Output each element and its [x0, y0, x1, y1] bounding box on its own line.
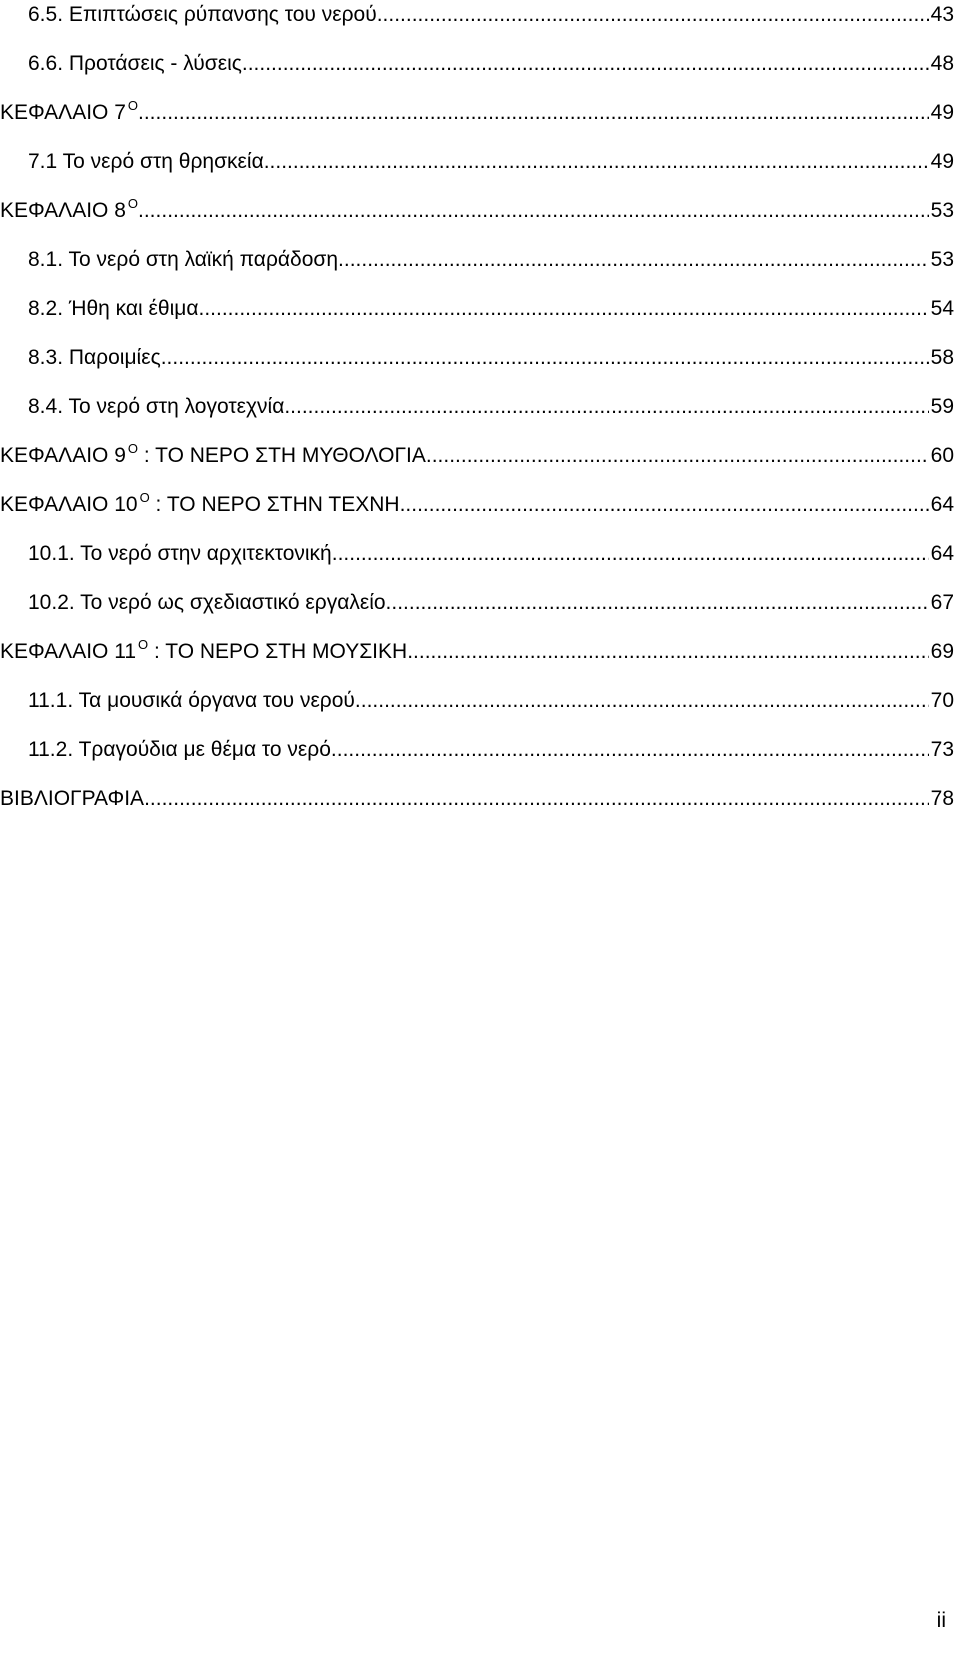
toc-entry[interactable] — [0, 686, 960, 716]
toc-page-number: 49 — [930, 101, 954, 124]
toc-entry-subtitle: : ΤΟ ΝΕΡΟ ΣΤΗ ΜΟΥΣΙΚΗ — [148, 640, 408, 663]
toc-dot-leader — [407, 637, 928, 667]
toc-entry[interactable] — [0, 539, 960, 569]
toc-page-number: 60 — [930, 444, 954, 467]
toc-entry-line — [28, 294, 960, 324]
toc-entry-label: 10.2. Το νερό ως σχεδιαστικό εργαλείο — [28, 591, 386, 614]
toc-entry-line — [28, 343, 960, 373]
toc-dot-leader — [264, 147, 929, 177]
toc-entry[interactable] — [0, 490, 960, 520]
toc-entry-title — [28, 392, 284, 422]
toc-entry[interactable] — [0, 294, 960, 324]
toc-entry-title — [0, 441, 426, 473]
toc-dot-leader — [161, 343, 929, 373]
toc-entry-title — [28, 343, 161, 373]
toc-entry-line — [28, 245, 960, 275]
toc-entry-label: ΚΕΦΑΛΑΙΟ 10 — [0, 493, 138, 516]
toc-entry-line — [0, 637, 960, 669]
toc-entry-title — [0, 637, 407, 669]
toc-entry[interactable] — [0, 441, 960, 471]
toc-entry-line — [0, 490, 960, 522]
toc-entry-line — [28, 392, 960, 422]
toc-page-number: 58 — [930, 346, 954, 369]
toc-entry-label: 11.2. Τραγούδια με θέμα το νερό — [28, 738, 331, 761]
toc-entry-line — [0, 196, 960, 228]
toc-entry[interactable] — [0, 637, 960, 667]
toc-dot-leader — [332, 539, 929, 569]
toc-entry-line — [28, 686, 960, 716]
toc-entry-title — [28, 294, 198, 324]
toc-dot-leader — [331, 735, 929, 765]
toc-entry-label: 10.1. Το νερό στην αρχιτεκτονική — [28, 542, 332, 565]
toc-entry[interactable] — [0, 343, 960, 373]
toc-entry-title — [28, 147, 264, 177]
toc-dot-leader — [386, 588, 929, 618]
toc-entry-superscript: Ο — [127, 196, 139, 211]
toc-entry-title — [28, 686, 355, 716]
toc-dot-leader — [138, 196, 929, 226]
toc-entry-subtitle: : ΤΟ ΝΕΡΟ ΣΤΗ ΜΥΘΟΛΟΓΙΑ — [138, 444, 426, 467]
toc-entry[interactable] — [0, 784, 960, 814]
toc-entry-line — [28, 49, 960, 79]
toc-entry-title — [0, 490, 400, 522]
toc-entry[interactable] — [0, 147, 960, 177]
toc-entry-title — [0, 196, 138, 228]
toc-page-number: 53 — [930, 199, 954, 222]
toc-entry-line — [28, 735, 960, 765]
toc-page-number: 64 — [930, 493, 954, 516]
toc-page-number: 48 — [930, 52, 954, 75]
toc-entry-title — [28, 588, 386, 618]
toc-entry-label: ΚΕΦΑΛΑΙΟ 8 — [0, 199, 126, 222]
toc-entry-label: 8.1. Το νερό στη λαϊκή παράδοση — [28, 248, 339, 271]
toc-entry-label: ΚΕΦΑΛΑΙΟ 11 — [0, 640, 137, 663]
toc-entry-line — [28, 147, 960, 177]
toc-dot-leader — [355, 686, 929, 716]
toc-entry-label: 8.3. Παροιμίες — [28, 346, 161, 369]
toc-entry-label: 8.4. Το νερό στη λογοτεχνία — [28, 395, 285, 418]
toc-entry-line — [28, 0, 960, 30]
toc-page-number: 70 — [930, 689, 954, 712]
toc-page-number: 59 — [930, 395, 954, 418]
toc-entry-line — [28, 539, 960, 569]
toc-page-number: 53 — [930, 248, 954, 271]
toc-entry-superscript: Ο — [139, 490, 150, 505]
toc-entry[interactable] — [0, 245, 960, 275]
toc-entry-title — [0, 784, 144, 814]
toc-entry-title — [28, 539, 332, 569]
toc-entry-superscript: Ο — [127, 98, 139, 113]
toc-page-number: 64 — [930, 542, 954, 565]
toc-entry[interactable] — [0, 0, 960, 30]
toc-entry-label: ΒΙΒΛΙΟΓΡΑΦΙΑ — [0, 787, 145, 810]
toc-entry-title — [28, 0, 377, 30]
toc-entry[interactable] — [0, 49, 960, 79]
toc-entry-line — [0, 98, 960, 130]
toc-entry-line — [0, 441, 960, 473]
toc-entry-label: ΚΕΦΑΛΑΙΟ 7 — [0, 101, 126, 124]
toc-entry-superscript: Ο — [138, 637, 149, 652]
toc-dot-leader — [426, 441, 929, 471]
toc-entry-line — [28, 588, 960, 618]
toc-dot-leader — [144, 784, 929, 814]
toc-entry-label: 7.1 Το νερό στη θρησκεία — [28, 150, 264, 173]
toc-entry-superscript: Ο — [127, 441, 139, 456]
toc-dot-leader — [338, 245, 929, 275]
toc-dot-leader — [400, 490, 929, 520]
toc-page-number: 67 — [930, 591, 954, 614]
toc-entry-title — [0, 98, 138, 130]
toc-entry[interactable] — [0, 588, 960, 618]
toc-dot-leader — [242, 49, 929, 79]
toc-page-number: 43 — [930, 3, 954, 26]
toc-entry-title — [28, 49, 242, 79]
toc-page-number: 73 — [930, 738, 954, 761]
toc-dot-leader — [284, 392, 928, 422]
toc-entry-label: 6.6. Προτάσεις - λύσεις — [28, 52, 242, 75]
toc-page-number: 69 — [930, 640, 954, 663]
toc-entry-title — [28, 735, 331, 765]
toc-page-number: 49 — [930, 150, 954, 173]
toc-entry[interactable] — [0, 735, 960, 765]
toc-dot-leader — [377, 0, 929, 30]
toc-entry[interactable] — [0, 196, 960, 226]
toc-dot-leader — [138, 98, 929, 128]
toc-entry[interactable] — [0, 392, 960, 422]
toc-entry-label: ΚΕΦΑΛΑΙΟ 9 — [0, 444, 126, 467]
toc-entry[interactable] — [0, 98, 960, 128]
toc-entry-title — [28, 245, 338, 275]
toc-entry-line — [0, 784, 960, 814]
toc-page-number: 78 — [930, 787, 954, 810]
toc-entry-label: 11.1. Τα μουσικά όργανα του νερού — [28, 689, 355, 712]
toc-entry-label: 6.5. Επιπτώσεις ρύπανσης του νερού — [28, 3, 377, 26]
toc-entry-label: 8.2. Ήθη και έθιμα — [28, 297, 199, 320]
toc-dot-leader — [198, 294, 928, 324]
page-number: ii — [936, 1609, 946, 1632]
toc-page-number: 54 — [930, 297, 954, 320]
toc-entry-subtitle: : ΤΟ ΝΕΡΟ ΣΤΗΝ ΤΕΧΝΗ — [149, 493, 400, 516]
